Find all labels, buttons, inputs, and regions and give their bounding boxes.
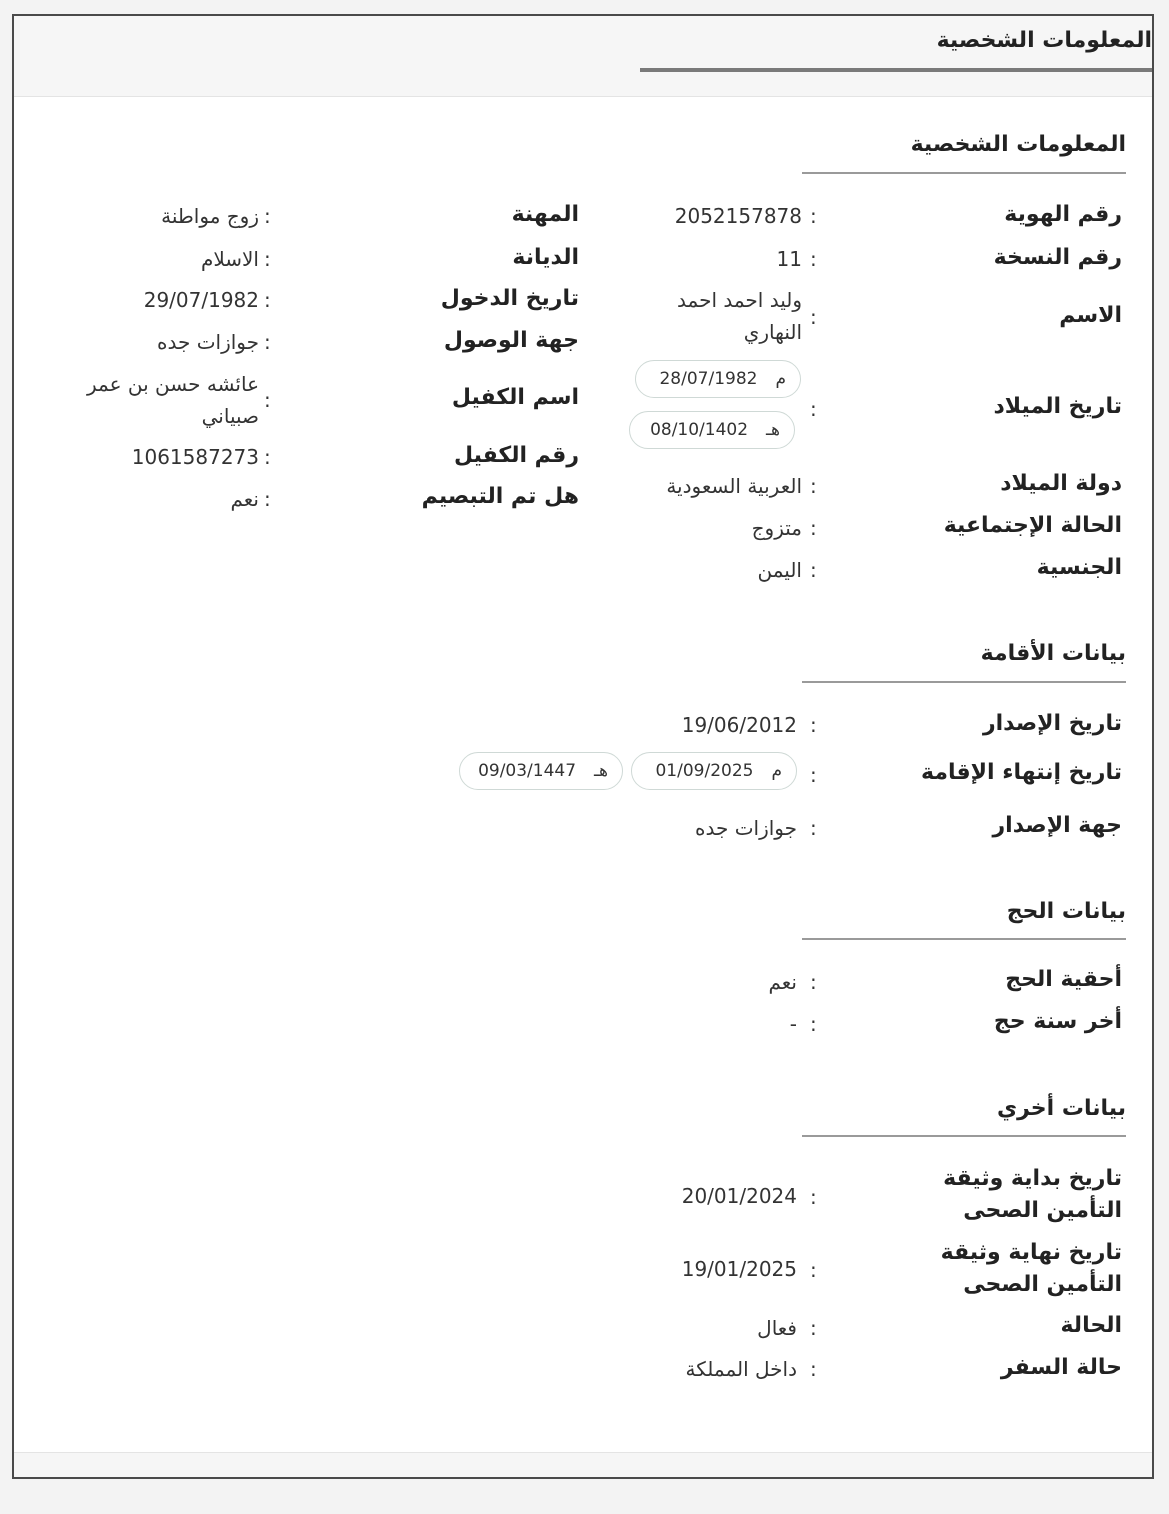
colon: : (810, 397, 817, 421)
last-hajj-year-label: أخر سنة حج (993, 1009, 1122, 1034)
footer-bar (14, 1452, 1152, 1477)
copy-number-value: 11 (776, 247, 802, 271)
sponsor-number-label: رقم الكفيل (453, 443, 579, 468)
insurance-end-label: تاريخ نهاية وثيقة التأمين الصحى (940, 1240, 1122, 1297)
colon: : (810, 1185, 817, 1209)
colon: : (810, 1012, 817, 1036)
section-divider (802, 681, 1126, 683)
entry-date-value: 29/07/1982 (143, 288, 259, 312)
birth-date-label: تاريخ الميلاد (993, 394, 1122, 419)
residency-expiry-hijri-chip (459, 752, 623, 790)
tab-bar (14, 16, 1152, 97)
last-hajj-year-value: - (789, 1012, 797, 1036)
marital-status-value: متزوج (751, 516, 802, 540)
profession-value: زوج مواطنة (161, 204, 259, 228)
colon: : (264, 247, 271, 271)
section-divider (802, 172, 1126, 174)
insurance-start-label: تاريخ بداية وثيقة التأمين الصحى (943, 1166, 1122, 1223)
colon: : (264, 330, 271, 354)
religion-value: الاسلام (200, 247, 259, 271)
status-value: فعال (757, 1316, 797, 1340)
colon: : (264, 487, 271, 511)
hajj-eligibility-label: أحقية الحج (1005, 967, 1122, 992)
residency-issuer-value: جوازات جده (695, 816, 797, 840)
colon: : (264, 445, 271, 469)
colon: : (264, 388, 271, 412)
tab-personal-info[interactable]: المعلومات الشخصية (936, 28, 1152, 53)
fingerprint-label: هل تم التبصيم (421, 484, 579, 509)
gregorian-prefix: م (771, 761, 782, 781)
insurance-end-value: 19/01/2025 (681, 1257, 797, 1281)
entry-date-label: تاريخ الدخول (440, 286, 579, 311)
residency-issue-date-label: تاريخ الإصدار (982, 711, 1122, 736)
religion-label: الديانة (512, 245, 579, 270)
sponsor-name-value: عائشه حسن بن عمر صبياني (87, 372, 259, 428)
status-label: الحالة (1060, 1313, 1122, 1338)
gregorian-prefix: م (775, 369, 786, 389)
section-title-personal: المعلومات الشخصية (910, 132, 1126, 157)
birth-date-gregorian-chip (635, 360, 801, 398)
colon: : (264, 204, 271, 228)
birth-date-hijri-chip (629, 411, 795, 449)
colon: : (810, 816, 817, 840)
birth-country-value: العربية السعودية (666, 474, 802, 498)
colon: : (810, 1258, 817, 1282)
travel-status-value: داخل المملكة (685, 1357, 797, 1381)
hajj-eligibility-value: نعم (768, 970, 797, 994)
sponsor-number-value: 1061587273 (131, 445, 259, 469)
residency-issuer-label: جهة الإصدار (992, 813, 1122, 838)
id-number-value: 2052157878 (674, 204, 802, 228)
fingerprint-value: نعم (230, 487, 259, 511)
name-label: الاسم (1059, 303, 1122, 328)
colon: : (810, 558, 817, 582)
residency-expiry-label: تاريخ إنتهاء الإقامة (921, 760, 1122, 785)
colon: : (810, 247, 817, 271)
residency-expiry-hijri: 09/03/1447 (478, 761, 577, 781)
nationality-label: الجنسية (1036, 555, 1122, 580)
colon: : (264, 288, 271, 312)
arrival-point-label: جهة الوصول (443, 328, 579, 353)
marital-status-label: الحالة الإجتماعية (943, 513, 1122, 538)
section-divider (802, 1135, 1126, 1137)
section-divider (802, 938, 1126, 940)
residency-issue-date-value: 19/06/2012 (681, 713, 797, 737)
section-title-other: بيانات أخري (996, 1096, 1126, 1121)
colon: : (810, 204, 817, 228)
colon: : (810, 474, 817, 498)
birth-date-gregorian: 28/07/1982 (659, 369, 758, 389)
travel-status-label: حالة السفر (1000, 1355, 1122, 1380)
arrival-point-value: جوازات جده (157, 330, 259, 354)
colon: : (810, 763, 817, 787)
nationality-value: اليمن (757, 558, 802, 582)
colon: : (810, 516, 817, 540)
residency-expiry-gregorian-chip (631, 752, 797, 790)
residency-expiry-gregorian: 01/09/2025 (655, 761, 754, 781)
section-title-residency: بيانات الأقامة (980, 641, 1126, 666)
sponsor-name-label: اسم الكفيل (451, 385, 579, 410)
colon: : (810, 305, 817, 329)
hijri-prefix: هـ (594, 761, 608, 781)
colon: : (810, 970, 817, 994)
hijri-prefix: هـ (766, 420, 780, 440)
id-number-label: رقم الهوية (1004, 202, 1122, 227)
colon: : (810, 1316, 817, 1340)
profession-label: المهنة (511, 202, 579, 227)
birth-country-label: دولة الميلاد (1000, 471, 1122, 496)
colon: : (810, 1357, 817, 1381)
copy-number-label: رقم النسخة (993, 245, 1122, 270)
section-title-hajj: بيانات الحج (1006, 899, 1126, 924)
name-value: وليد احمد احمد النهاري (677, 288, 802, 344)
insurance-start-value: 20/01/2024 (681, 1184, 797, 1208)
colon: : (810, 713, 817, 737)
birth-date-hijri: 08/10/1402 (650, 420, 749, 440)
active-tab-indicator (640, 68, 1152, 72)
